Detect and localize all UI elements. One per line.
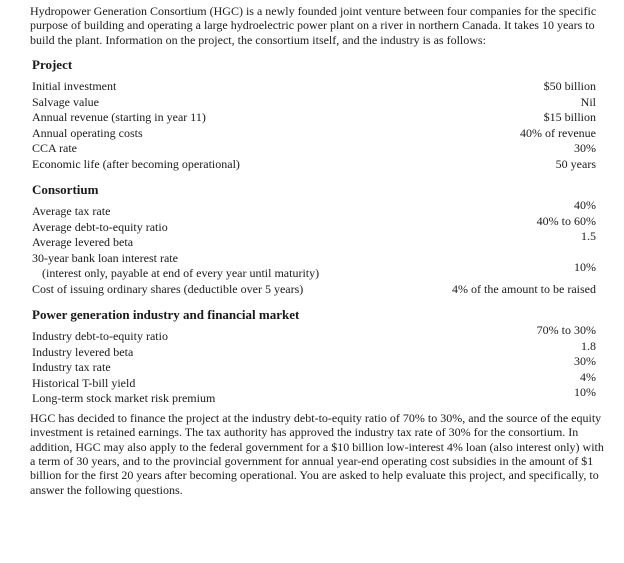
row-value: 30% xyxy=(574,354,596,369)
row-label: Historical T-bill yield xyxy=(32,375,136,390)
row-label: CCA rate xyxy=(32,141,77,156)
row-value: 40% of revenue xyxy=(520,125,596,140)
row-value: $50 billion xyxy=(543,79,596,94)
table-row xyxy=(30,369,610,392)
row-label: Economic life (after becoming operational) xyxy=(32,156,240,171)
row-value: 40% xyxy=(574,198,596,213)
row-label: Initial investment xyxy=(32,79,117,94)
row-label: 30-year bank loan interest rate xyxy=(32,250,178,265)
table-row xyxy=(30,354,610,376)
row-value: 1.8 xyxy=(581,338,596,353)
table-row xyxy=(30,213,610,236)
row-label: Industry levered beta xyxy=(32,344,134,359)
section-title-project: Project xyxy=(32,57,73,73)
table-row xyxy=(30,251,610,267)
table-row xyxy=(30,229,610,251)
table-row xyxy=(30,260,610,282)
section-title-consortium: Consortium xyxy=(32,182,99,198)
row-label: Average levered beta xyxy=(32,235,134,250)
table-row xyxy=(30,95,610,111)
row-value: 4% xyxy=(580,369,596,384)
row-value: 50 years xyxy=(555,156,596,171)
table-row xyxy=(30,157,610,173)
table-row xyxy=(30,110,610,126)
row-label: Average debt-to-equity ratio xyxy=(32,219,168,234)
table-row xyxy=(30,338,610,361)
row-label: Salvage value xyxy=(32,94,99,109)
row-value: $15 billion xyxy=(543,110,596,125)
row-label: Industry debt-to-equity ratio xyxy=(32,329,168,344)
table-row xyxy=(30,126,610,142)
row-label: Annual operating costs xyxy=(32,125,143,140)
row-value: Nil xyxy=(580,94,596,109)
row-value: 4% of the amount to be raised xyxy=(452,281,596,296)
row-label: Cost of issuing ordinary shares (deductible over 5 years) xyxy=(32,281,304,296)
row-label: (interest only, payable at end of every year until maturity) xyxy=(42,266,320,281)
table-row xyxy=(30,385,610,407)
table-row xyxy=(30,198,610,220)
row-label: Industry tax rate xyxy=(32,360,111,375)
row-value: 10% xyxy=(574,260,596,275)
row-value: 30% xyxy=(574,141,596,156)
row-label: Average tax rate xyxy=(32,204,111,219)
table-row xyxy=(30,282,610,298)
row-value: 10% xyxy=(574,385,596,400)
section-title-industry: Power generation industry and financial market xyxy=(32,307,300,323)
row-label: Long-term stock market risk premium xyxy=(32,391,216,406)
intro-paragraph: Hydropower Generation Consortium (HGC) is a newly founded joint venture between four companies for the specific purpose of building and operating a large hydroelectric power plant on a river in northern Canada. It takes 10 years to build the plant. Information on the project, the consortium itself, and the industry is as follows: xyxy=(30,4,597,47)
table-row xyxy=(30,323,610,345)
table-row xyxy=(30,141,610,157)
table-row xyxy=(30,79,610,95)
row-label: Annual revenue (starting in year 11) xyxy=(32,110,206,125)
row-value: 40% to 60% xyxy=(536,213,596,228)
row-value: 70% to 30% xyxy=(536,323,596,338)
closing-paragraph: HGC has decided to finance the project at the industry debt-to-equity ratio of 70% to 30%, and the source of the equity investment is retained earnings. The tax authority has approved the industry tax rate of 30% for the consortium. In addition, HGC may also apply to the federal government for a $10 billion low-interest 4% loan (also interest only) with a term of 30 years, and to the provincial government for annual year-end operating cost subsidies in the amount of $1 billion for the first 20 years after becoming operational. You are asked to help evaluate this project, and specifically, to answer the following questions. xyxy=(30,410,604,497)
row-value: 1.5 xyxy=(581,229,596,244)
